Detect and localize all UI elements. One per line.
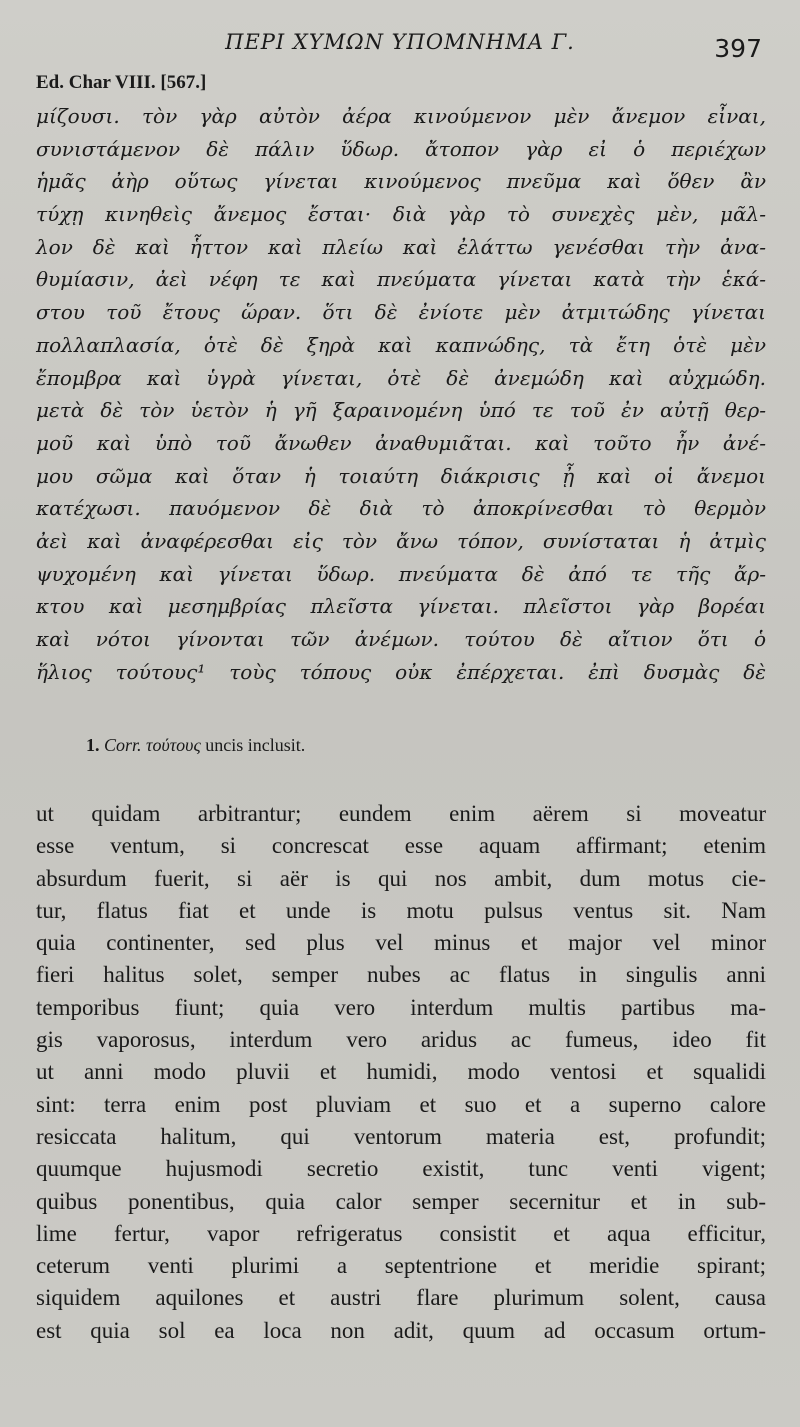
greek-line: καὶ νότοι γίνονται τῶν ἀνέμων. τούτου δὲ αἴτιον ὅτι ὁ: [36, 627, 766, 651]
greek-line: μίζουσι. τὸν γὰρ αὐτὸν ἀέρα κινούμενον μὲν ἄνεμον εἶναι,: [36, 104, 766, 128]
greek-line: τύχῃ κινηθεὶς ἄνεμος ἔσται· διὰ γὰρ τὸ συνεχὲς μὲν, μᾶλ-: [36, 202, 766, 227]
latin-line: esse ventum, si concrescat esse aquam affirmant; etenim: [36, 833, 766, 859]
greek-line: μου σῶμα καὶ ὅταν ἡ τοιαύτη διάκρισις ᾖ καὶ οἱ ἄνεμοι: [36, 463, 766, 488]
latin-line: fieri halitus solet, semper nubes ac flatus in singulis anni: [36, 962, 766, 988]
greek-line: κατέχωσι. παυόμενον δὲ διὰ τὸ ἀποκρίνεσθαι τὸ θερμὸν: [36, 496, 766, 521]
greek-line: κτου καὶ μεσημβρίας πλεῖστα γίνεται. πλεῖστοι γὰρ βορέαι: [36, 594, 766, 619]
footnote-abbreviation: Corr.: [104, 735, 142, 755]
running-head-title: ΠΕΡΙ ΧΥΜΩΝ ΥΠΟΜΝΗΜΑ Γ.: [225, 30, 575, 54]
greek-line: πολλαπλασία, ὁτὲ δὲ ξηρὰ καὶ καπνώδης, τὰ ἔτη ὁτὲ μὲν: [36, 332, 766, 357]
greek-line: λον δὲ καὶ ἧττον καὶ πλείω καὶ ἐλάττω γενέσθαι τὴν ἀνα-: [36, 234, 766, 259]
greek-line: ἔπομβρα καὶ ὑγρὰ γίνεται, ὁτὲ δὲ ἀνεμώδη καὶ αὐχμώδη.: [36, 365, 766, 390]
latin-line: tur, flatus fiat et unde is motu pulsus ventus sit. Nam: [36, 897, 766, 923]
greek-line: θυμίασιν, ἀεὶ νέφη τε καὶ πνεύματα γίνεται κατὰ τὴν ἑκά-: [36, 267, 766, 292]
latin-line: ceterum venti plurimi a septentrione et meridie spirant;: [36, 1253, 766, 1279]
latin-line: ut quidam arbitrantur; eundem enim aërem si moveatur: [36, 801, 766, 826]
footnote: [86, 735, 305, 756]
latin-line: lime fertur, vapor refrigeratus consistit et aqua efficitur,: [36, 1220, 766, 1246]
greek-line: ἀεὶ καὶ ἀναφέρεσθαι εἰς τὸν ἄνω τόπον, συνίσταται ἡ ἀτμὶς: [36, 528, 766, 553]
greek-line: ἥλιος τούτους¹ τοὺς τόπους οὐκ ἐπέρχεται. ἐπὶ δυσμὰς δὲ: [36, 659, 766, 684]
page-number: 397: [714, 34, 762, 63]
latin-line: sint: terra enim post pluviam et suo et a superno calore: [36, 1091, 766, 1117]
latin-line: ut anni modo pluvii et humidi, modo ventosi et squalidi: [36, 1059, 766, 1085]
greek-line: μοῦ καὶ ὑπὸ τοῦ ἄνωθεν ἀναθυμιᾶται. καὶ τοῦτο ἦν ἀνέ-: [36, 430, 766, 455]
latin-line: quia continenter, sed plus vel minus et major vel minor: [36, 930, 766, 956]
latin-line: resiccata halitum, qui ventorum materia est, profundit;: [36, 1123, 766, 1149]
greek-line: στου τοῦ ἔτους ὥραν. ὅτι δὲ ἐνίοτε μὲν ἀτμιτώδης γίνεται: [36, 300, 766, 325]
greek-line: συνιστάμενον δὲ πάλιν ὕδωρ. ἄτοπον γὰρ εἰ ὁ περιέχων: [36, 136, 766, 161]
latin-line: siquidem aquilones et austri flare plurimum solent, causa: [36, 1285, 766, 1311]
latin-text-block: [36, 798, 766, 1347]
latin-line: est quia sol ea loca non adit, quum ad occasum ortum-: [36, 1317, 766, 1343]
footnote-greek-word: τούτους: [146, 735, 201, 755]
greek-text-block: [36, 100, 766, 688]
running-head: [0, 30, 800, 66]
greek-line: ψυχομένη καὶ γίνεται ὕδωρ. πνεύματα δὲ ἀπό τε τῆς ἄρ-: [36, 561, 766, 586]
latin-line: temporibus fiunt; quia vero interdum multis partibus ma-: [36, 994, 766, 1020]
latin-line: gis vaporosus, interdum vero aridus ac fumeus, ideo fit: [36, 1027, 766, 1053]
greek-line: ἡμᾶς ἀὴρ οὕτως γίνεται κινούμενος πνεῦμα καὶ ὅθεν ἂν: [36, 169, 766, 194]
latin-line: quumque hujusmodi secretio existit, tunc venti vigent;: [36, 1156, 766, 1182]
latin-line: absurdum fuerit, si aër is qui nos ambit, dum motus cie-: [36, 865, 766, 891]
footnote-text: uncis inclusit.: [205, 735, 306, 755]
edition-reference: Ed. Char VIII. [567.]: [36, 72, 207, 93]
greek-line: μετὰ δὲ τὸν ὑετὸν ἡ γῆ ξαραινομένη ὑπό τε τοῦ ἐν αὐτῇ θερ-: [36, 398, 766, 423]
latin-line: quibus ponentibus, quia calor semper secernitur et in sub-: [36, 1188, 766, 1214]
footnote-number: 1.: [86, 735, 100, 755]
